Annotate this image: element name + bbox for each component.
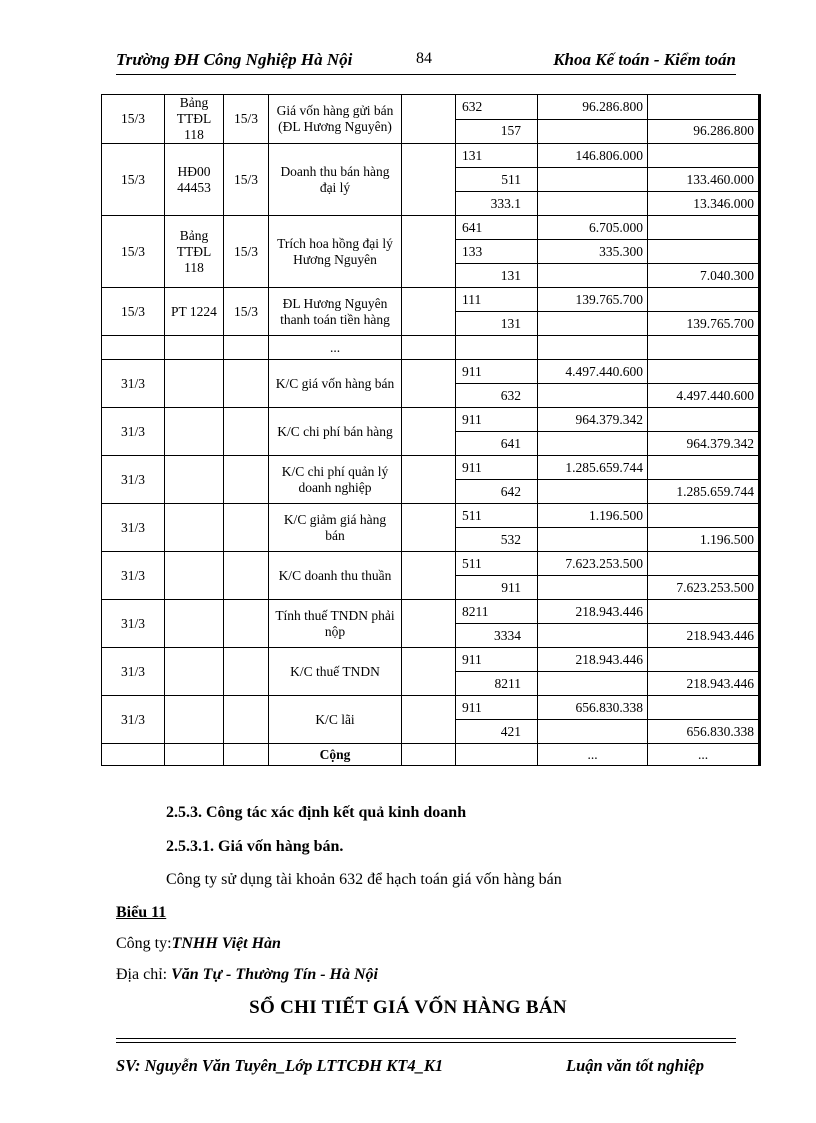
credit-amount: 7.040.300 (648, 264, 760, 288)
entry-description: ... (269, 336, 402, 360)
account-code: 632 (456, 384, 538, 408)
table-row (102, 696, 760, 720)
table-row (102, 648, 760, 672)
credit-amount: 139.765.700 (648, 312, 760, 336)
debit-amount (538, 528, 648, 552)
table-row (102, 456, 760, 480)
spacer-cell (402, 360, 456, 408)
account-code: 8211 (456, 600, 538, 624)
voucher-number (165, 600, 224, 648)
voucher-date (224, 648, 269, 696)
total-account (456, 744, 538, 766)
address-value: Văn Tự - Thường Tín - Hà Nội (171, 966, 378, 983)
credit-amount (648, 552, 760, 576)
debit-amount (538, 576, 648, 600)
debit-amount: 96.286.800 (538, 95, 648, 120)
total-credit: ... (648, 744, 760, 766)
entry-description: K/C thuế TNDN (269, 648, 402, 696)
voucher-number (165, 648, 224, 696)
account-code (456, 336, 538, 360)
debit-amount: 218.943.446 (538, 600, 648, 624)
entry-date: 15/3 (102, 288, 165, 336)
debit-amount (538, 480, 648, 504)
debit-amount: 335.300 (538, 240, 648, 264)
account-code: 911 (456, 648, 538, 672)
ledger-title: SỔ CHI TIẾT GIÁ VỐN HÀNG BÁN (249, 997, 567, 1018)
entry-description: K/C lãi (269, 696, 402, 744)
account-code: 641 (456, 432, 538, 456)
voucher-date (224, 360, 269, 408)
voucher-date (224, 408, 269, 456)
voucher-date (224, 552, 269, 600)
company-line (116, 935, 281, 953)
entry-date: 31/3 (102, 408, 165, 456)
account-code: 131 (456, 264, 538, 288)
footer-rule-top (116, 1038, 736, 1039)
section-heading-2531: 2.5.3.1. Giá vốn hàng bán. (166, 838, 344, 855)
entry-date (102, 336, 165, 360)
spacer-cell (402, 648, 456, 696)
table-row (102, 600, 760, 624)
spacer-cell (402, 504, 456, 552)
credit-amount (648, 240, 760, 264)
footer-thesis: Luận văn tốt nghiệp (566, 1056, 704, 1075)
debit-amount (538, 672, 648, 696)
entry-date: 31/3 (102, 600, 165, 648)
account-code: 511 (456, 504, 538, 528)
voucher-number: Bảng TTĐL 118 (165, 95, 224, 144)
debit-amount (538, 168, 648, 192)
table-row (102, 216, 760, 240)
spacer-cell (402, 95, 456, 144)
voucher-date: 15/3 (224, 95, 269, 144)
entry-description: K/C chi phí quản lý doanh nghiệp (269, 456, 402, 504)
entry-description: Doanh thu bán hàng đại lý (269, 144, 402, 216)
table-row (102, 408, 760, 432)
voucher-number (165, 360, 224, 408)
total-debit: ... (538, 744, 648, 766)
table-row (102, 504, 760, 528)
debit-amount (538, 312, 648, 336)
spacer-cell (402, 216, 456, 288)
voucher-date (224, 336, 269, 360)
credit-amount: 13.346.000 (648, 192, 760, 216)
credit-amount (648, 408, 760, 432)
account-code: 641 (456, 216, 538, 240)
credit-amount: 964.379.342 (648, 432, 760, 456)
debit-amount: 656.830.338 (538, 696, 648, 720)
debit-amount: 1.285.659.744 (538, 456, 648, 480)
form-number: Biểu 11 (116, 904, 167, 921)
ledger-table (101, 94, 761, 766)
debit-amount (538, 432, 648, 456)
debit-amount (538, 336, 648, 360)
voucher-date (224, 504, 269, 552)
voucher-date: 15/3 (224, 288, 269, 336)
entry-date: 31/3 (102, 504, 165, 552)
account-code: 911 (456, 456, 538, 480)
voucher-number (165, 696, 224, 744)
voucher-date (224, 456, 269, 504)
total-date (102, 744, 165, 766)
account-code: 333.1 (456, 192, 538, 216)
spacer-cell (402, 336, 456, 360)
entry-description: K/C giảm giá hàng bán (269, 504, 402, 552)
account-code: 911 (456, 696, 538, 720)
account-code: 3334 (456, 624, 538, 648)
table-row (102, 336, 760, 360)
header-rule (116, 74, 736, 75)
credit-amount (648, 696, 760, 720)
table-row (102, 552, 760, 576)
credit-amount: 4.497.440.600 (648, 384, 760, 408)
credit-amount: 218.943.446 (648, 672, 760, 696)
credit-amount (648, 648, 760, 672)
debit-amount (538, 624, 648, 648)
credit-amount: 133.460.000 (648, 168, 760, 192)
entry-description: Trích hoa hồng đại lý Hương Nguyên (269, 216, 402, 288)
account-code: 911 (456, 408, 538, 432)
department-name: Khoa Kế toán - Kiểm toán (553, 50, 736, 69)
school-name: Trường ĐH Công Nghiệp Hà Nội (116, 50, 353, 69)
account-code: 131 (456, 144, 538, 168)
table-row (102, 144, 760, 168)
company-label: Công ty: (116, 935, 172, 952)
voucher-date (224, 696, 269, 744)
page-number: 84 (416, 50, 432, 67)
account-code: 133 (456, 240, 538, 264)
voucher-number: Bảng TTĐL 118 (165, 216, 224, 288)
credit-amount (648, 144, 760, 168)
address-label: Địa chỉ: (116, 966, 172, 983)
account-code: 911 (456, 360, 538, 384)
entry-description: ĐL Hương Nguyên thanh toán tiền hàng (269, 288, 402, 336)
voucher-number: PT 1224 (165, 288, 224, 336)
spacer-cell (402, 288, 456, 336)
debit-amount: 1.196.500 (538, 504, 648, 528)
credit-amount (648, 600, 760, 624)
credit-amount: 1.196.500 (648, 528, 760, 552)
page-header (116, 46, 736, 72)
spacer-cell (402, 144, 456, 216)
table-row (102, 360, 760, 384)
company-name: TNHH Việt Hàn (171, 935, 281, 952)
account-code: 131 (456, 312, 538, 336)
debit-amount (538, 119, 648, 144)
entry-date: 31/3 (102, 696, 165, 744)
entry-description: K/C doanh thu thuần (269, 552, 402, 600)
total-label: Cộng (269, 744, 402, 766)
entry-date: 15/3 (102, 144, 165, 216)
entry-date: 31/3 (102, 648, 165, 696)
section-heading-253: 2.5.3. Công tác xác định kết quả kinh doanh (166, 804, 467, 821)
voucher-number (165, 504, 224, 552)
spacer-cell (402, 696, 456, 744)
account-code: 111 (456, 288, 538, 312)
account-code: 157 (456, 119, 538, 144)
total-voucher-date (224, 744, 269, 766)
credit-amount: 218.943.446 (648, 624, 760, 648)
account-code: 8211 (456, 672, 538, 696)
voucher-number (165, 552, 224, 600)
entry-description: K/C giá vốn hàng bán (269, 360, 402, 408)
debit-amount (538, 384, 648, 408)
debit-amount: 7.623.253.500 (538, 552, 648, 576)
credit-amount (648, 288, 760, 312)
voucher-date: 15/3 (224, 144, 269, 216)
account-code: 511 (456, 168, 538, 192)
debit-amount: 4.497.440.600 (538, 360, 648, 384)
voucher-number (165, 456, 224, 504)
voucher-date (224, 600, 269, 648)
entry-date: 31/3 (102, 360, 165, 408)
credit-amount: 656.830.338 (648, 720, 760, 744)
credit-amount (648, 95, 760, 120)
account-code: 911 (456, 576, 538, 600)
entry-description: K/C chi phí bán hàng (269, 408, 402, 456)
debit-amount (538, 720, 648, 744)
account-code: 421 (456, 720, 538, 744)
credit-amount (648, 216, 760, 240)
total-row (102, 744, 760, 766)
table-row (102, 288, 760, 312)
credit-amount (648, 336, 760, 360)
voucher-number: HĐ00 44453 (165, 144, 224, 216)
entry-date: 15/3 (102, 95, 165, 144)
credit-amount: 96.286.800 (648, 119, 760, 144)
debit-amount: 146.806.000 (538, 144, 648, 168)
entry-description: Giá vốn hàng gửi bán (ĐL Hương Nguyên) (269, 95, 402, 144)
spacer-cell (402, 456, 456, 504)
entry-date: 31/3 (102, 552, 165, 600)
spacer-cell (402, 408, 456, 456)
spacer-cell (402, 744, 456, 766)
voucher-number (165, 336, 224, 360)
debit-amount (538, 192, 648, 216)
account-code: 511 (456, 552, 538, 576)
spacer-cell (402, 600, 456, 648)
entry-date: 15/3 (102, 216, 165, 288)
account-code: 642 (456, 480, 538, 504)
debit-amount: 6.705.000 (538, 216, 648, 240)
address-line (116, 966, 378, 984)
voucher-date: 15/3 (224, 216, 269, 288)
table-row (102, 95, 760, 120)
account-code: 632 (456, 95, 538, 120)
credit-amount (648, 504, 760, 528)
footer-student: SV: Nguyễn Văn Tuyên_Lớp LTTCĐH KT4_K1 (116, 1056, 444, 1075)
footer-rule-bottom (116, 1042, 736, 1043)
credit-amount (648, 456, 760, 480)
voucher-number (165, 408, 224, 456)
credit-amount (648, 360, 760, 384)
credit-amount: 1.285.659.744 (648, 480, 760, 504)
debit-amount (538, 264, 648, 288)
debit-amount: 218.943.446 (538, 648, 648, 672)
intro-paragraph: Công ty sử dụng tài khoản 632 để hạch toán giá vốn hàng bán (166, 871, 562, 888)
total-voucher (165, 744, 224, 766)
account-code: 532 (456, 528, 538, 552)
debit-amount: 964.379.342 (538, 408, 648, 432)
entry-description: Tính thuế TNDN phải nộp (269, 600, 402, 648)
debit-amount: 139.765.700 (538, 288, 648, 312)
credit-amount: 7.623.253.500 (648, 576, 760, 600)
spacer-cell (402, 552, 456, 600)
entry-date: 31/3 (102, 456, 165, 504)
